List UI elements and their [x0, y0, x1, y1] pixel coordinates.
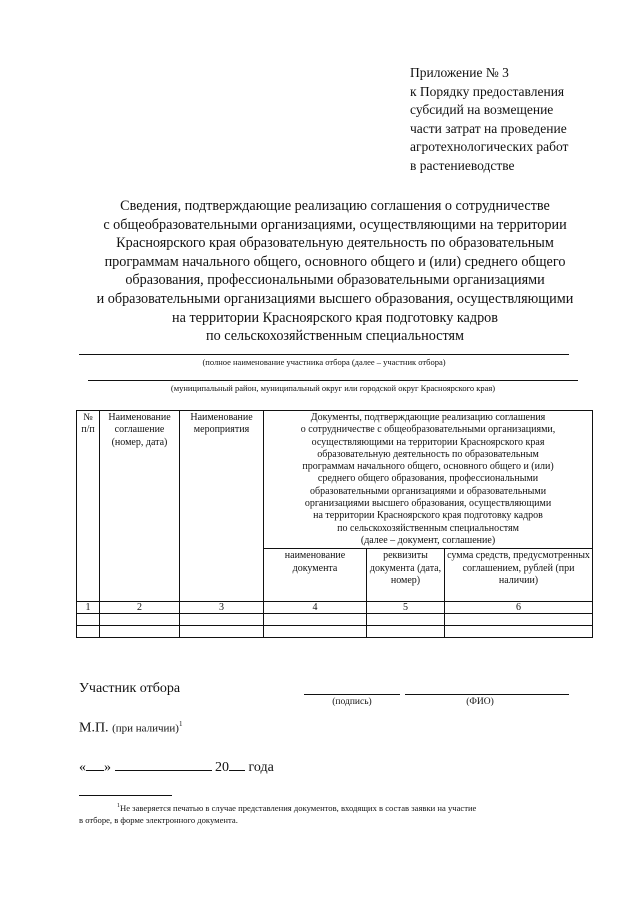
col-event-header: Наименование мероприятия: [180, 411, 264, 602]
table-cell[interactable]: [77, 626, 100, 638]
title-line: программам начального общего, основного общего и (или) среднего общего: [104, 253, 566, 270]
col-sum-header: сумма средств, предусмотренных соглашением, рублей (при наличии): [445, 549, 593, 602]
table-cell[interactable]: [180, 626, 264, 638]
full-name-caption: (ФИО): [466, 697, 494, 707]
appendix-line: части затрат на проведение: [410, 120, 567, 136]
table-cell[interactable]: [367, 614, 445, 626]
docs-header-line: на территории Красноярского края подготовку кадров: [313, 510, 543, 522]
docs-header-line: образовательную деятельность по образовательным: [317, 448, 539, 460]
stamp-line: [79, 720, 182, 737]
signature-field[interactable]: [304, 694, 400, 695]
col-index: 6: [445, 602, 593, 614]
appendix-line: субсидий на возмещение: [410, 102, 554, 117]
col-index: 4: [264, 602, 367, 614]
title-line: с общеобразовательными организациями, осуществляющими на территории: [103, 216, 567, 233]
appendix-line: к Порядку предоставления: [410, 83, 565, 99]
title-line: Красноярского края образовательную деятельность по образовательным: [116, 235, 554, 252]
docs-header-line: среднего общего образования, профессиональными: [317, 473, 539, 485]
table-cell[interactable]: [445, 614, 593, 626]
documents-table: [76, 410, 593, 638]
appendix-line: в растениеводстве: [410, 157, 515, 173]
appendix-header: [410, 64, 620, 175]
appendix-line: Приложение № 3: [410, 65, 509, 80]
year-field[interactable]: [229, 757, 245, 771]
table-cell[interactable]: [100, 614, 180, 626]
footnote-line: [79, 800, 584, 814]
col-number-header: № п/п: [77, 411, 100, 602]
docs-header-line: Документы, подтверждающие реализацию соглашения: [310, 412, 546, 423]
full-name-field[interactable]: [405, 694, 569, 695]
district-caption: (муниципальный район, муниципальный округ или городской округ Красноярского края): [170, 383, 496, 393]
table-cell[interactable]: [180, 614, 264, 626]
title-line: образования, профессиональными образовательными организациями: [125, 272, 545, 289]
docs-header-line: (далее – документ, соглашение): [360, 534, 496, 546]
footnote-text: Не заверяется печатью в случае представления документов, входящих в состав заявки на участие: [120, 802, 477, 813]
col-index: 1: [77, 602, 100, 614]
participant-name-field[interactable]: [79, 354, 569, 355]
col-doc-details-header: реквизиты документа (дата, номер): [367, 549, 445, 602]
footnote-reference: 1: [178, 720, 183, 728]
table-cell[interactable]: [445, 626, 593, 638]
col-documents-header: [264, 411, 593, 549]
close-quote: »: [104, 760, 111, 775]
stamp-label: М.П.: [79, 720, 109, 736]
participant-label: Участник отбора: [79, 681, 181, 696]
footnote-divider: [79, 795, 172, 796]
participant-caption: (полное наименование участника отбора (далее – участник отбора): [202, 357, 446, 367]
year-suffix: года: [248, 760, 274, 775]
table-cell[interactable]: [77, 614, 100, 626]
day-field[interactable]: [86, 757, 104, 771]
docs-header-line: о сотрудничестве с общеобразовательными организациями,: [300, 424, 556, 436]
footnote: [79, 800, 584, 826]
table-cell[interactable]: [264, 614, 367, 626]
docs-header-line: по сельскохозяйственным специальностям: [337, 522, 519, 534]
document-title: [70, 197, 600, 346]
table-cell[interactable]: [367, 626, 445, 638]
year-prefix: 20: [215, 760, 229, 775]
docs-header-line: образовательными организациями и образовательными: [309, 485, 547, 497]
table-row[interactable]: [77, 626, 593, 638]
date-line: [79, 757, 274, 776]
signature-caption: (подпись): [332, 697, 372, 707]
footnote-line: в отборе, в форме электронного документа.: [79, 814, 238, 825]
district-field[interactable]: [88, 380, 578, 381]
title-line: на территории Красноярского края подготовку кадров: [172, 309, 498, 326]
title-line: и образовательными организациями высшего образования, осуществляющими: [96, 290, 574, 307]
col-index: 5: [367, 602, 445, 614]
docs-header-line: организациями высшего образования, осуществляющими: [304, 498, 552, 510]
col-doc-name-header: наименование документа: [264, 549, 367, 602]
col-index: 2: [100, 602, 180, 614]
appendix-line: агротехнологических работ: [410, 139, 569, 154]
docs-header-line: осуществляющими на территории Красноярского края: [311, 436, 545, 448]
table-cell[interactable]: [100, 626, 180, 638]
table-row[interactable]: [77, 614, 593, 626]
table-cell[interactable]: [264, 626, 367, 638]
stamp-note: (при наличии): [112, 722, 179, 735]
month-field[interactable]: [115, 757, 212, 771]
open-quote: «: [79, 760, 86, 775]
title-line: по сельскохозяйственным специальностям: [206, 328, 464, 345]
docs-header-line: программам начального общего, основного общего и (или): [302, 461, 554, 473]
col-index: 3: [180, 602, 264, 614]
title-line: Сведения, подтверждающие реализацию соглашения о сотрудничестве: [120, 198, 550, 214]
footnote-mark: 1: [117, 803, 120, 809]
col-agreement-header: Наименование соглашение (номер, дата): [100, 411, 180, 602]
table-numbering-row: [77, 602, 593, 614]
